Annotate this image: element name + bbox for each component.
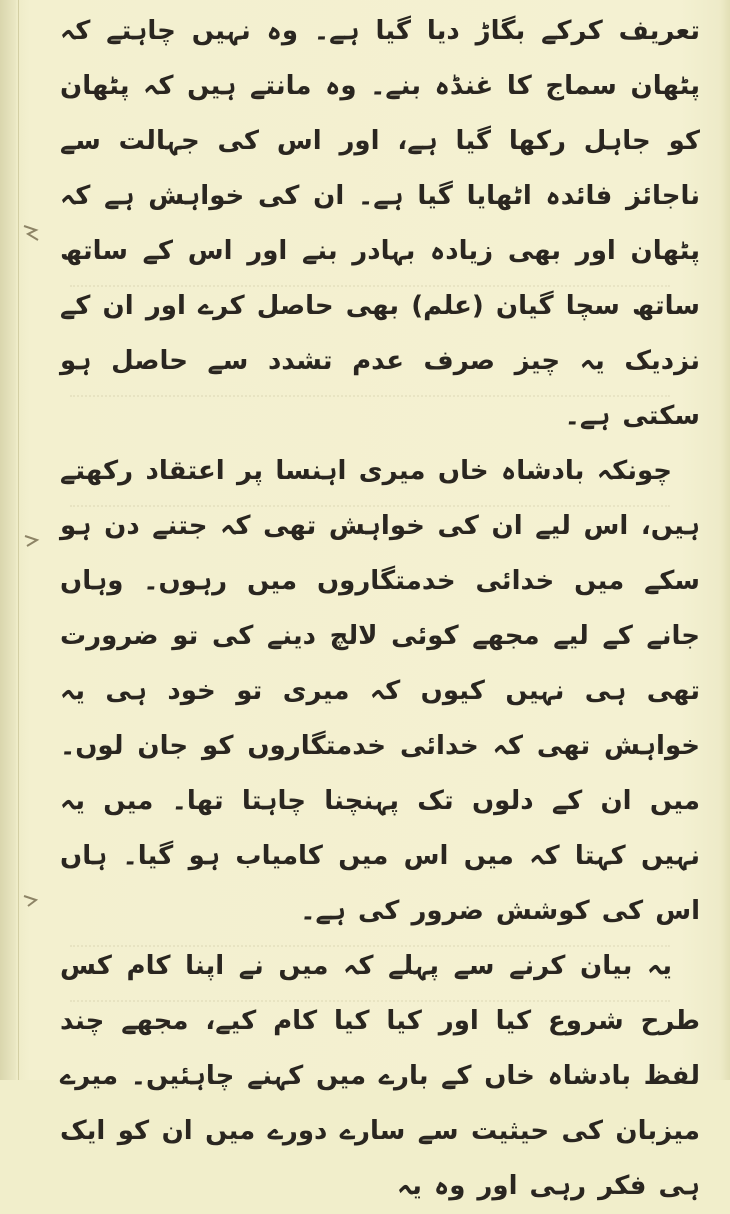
paragraph-3: یہ بیان کرنے سے پہلے کہ میں نے اپنا کام کس طرح شروع کیا اور کیا کیا کام کیے، مجھے چند لفظ بادشاہ خاں کے بارے میں کہنے چاہئیں۔ میرے میزبان کی حیثیت سے سارے دورے میں ان کو ایک ہی فکر رہی اور وہ یہ [60,951,700,1201]
paper-damage-mark-icon [22,530,44,552]
urdu-body-text [60,0,700,1214]
paragraph-2: چونکہ بادشاہ خاں میری اہنسا پر اعتقاد رکھتے ہیں، اس لیے ان کی خواہش تھی کہ جتنے دن ہو سکے میں خدائی خدمتگاروں میں رہوں۔ وہاں جانے کے لیے مجھے کوئی لالچ دینے کی تو ضرورت تھی ہی نہیں کیوں کہ میری تو خود ہی یہ خواہش تھی کہ خدائی خدمتگاروں کو جان لوں۔ میں ان کے دلوں تک پہنچنا چاہتا تھا۔ میں یہ نہیں کہتا کہ میں اس میں کامیاب ہو گیا۔ ہاں اس کی کوشش ضرور کی ہے۔ [60,456,700,926]
page-binding-edge [0,0,16,1080]
page-right-edge [720,0,730,1080]
binding-crease [18,0,19,1080]
paper-damage-mark-icon [22,222,44,244]
paragraph-1: تعریف کرکے بگاڑ دیا گیا ہے۔ وہ نہیں چاہتے کہ پٹھان سماج کا غنڈہ بنے۔ وہ مانتے ہیں کہ پٹھان کو جاہل رکھا گیا ہے، اور اس کی جہالت سے ناجائز فائدہ اٹھایا گیا ہے۔ ان کی خواہش ہے کہ پٹھان اور بھی زیادہ بہادر بنے اور اس کے ساتھ ساتھ سچا گیان (علم) بھی حاصل کرے اور ان کے نزدیک یہ چیز صرف عدم تشدد سے حاصل ہو سکتی ہے۔ [60,16,700,431]
paper-damage-mark-icon [22,888,44,910]
